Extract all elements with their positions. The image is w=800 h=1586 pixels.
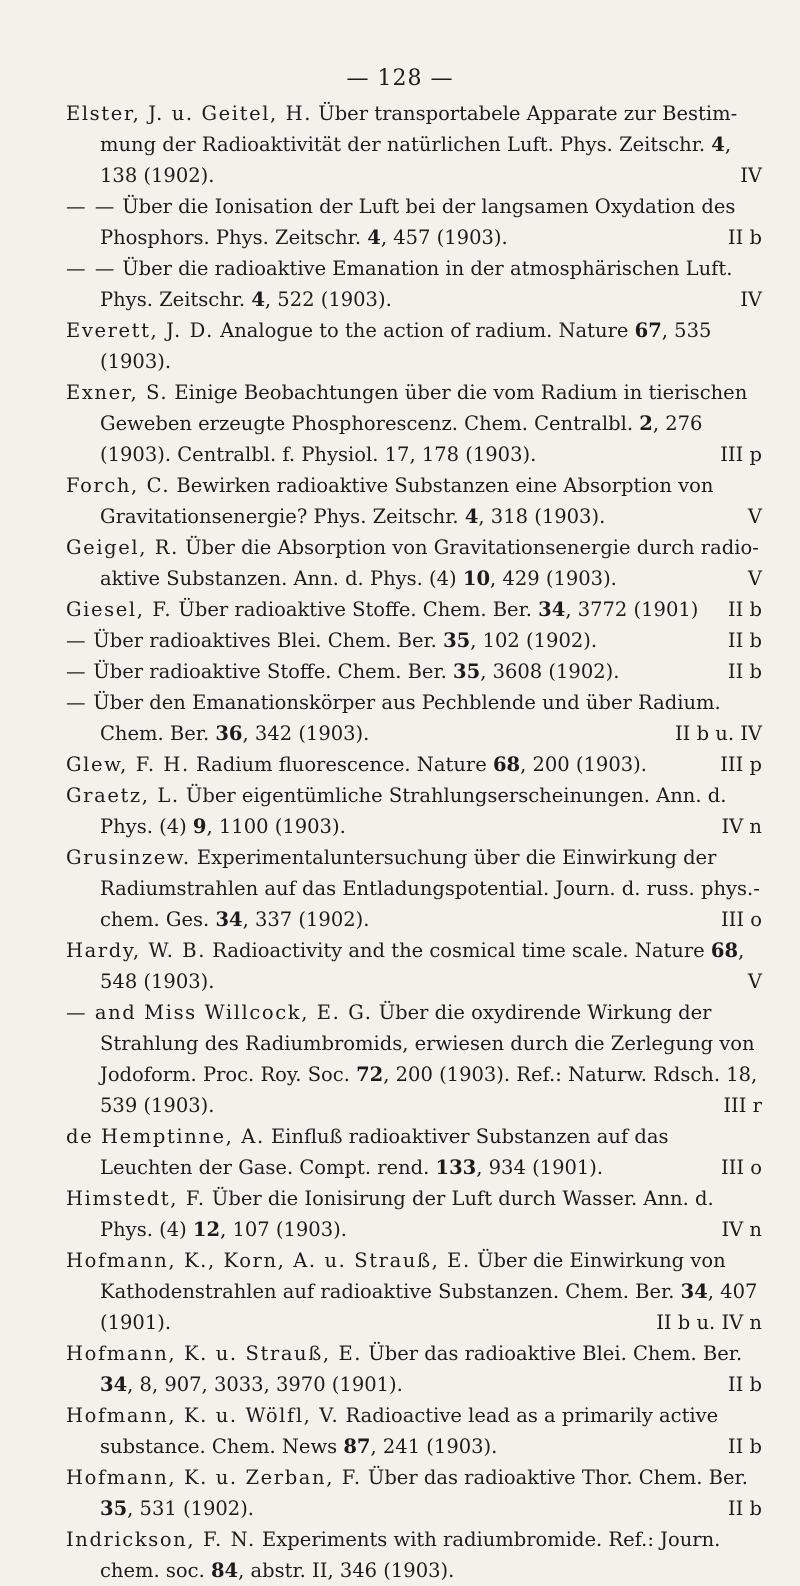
entry-title: Experimentaluntersuchung über die Einwirkung der Radiumstrahlen auf das Entladungspotential. Journ. d. russ. phys.-chem. Ges.: [100, 846, 760, 931]
entry-author: de Hemptinne, A.: [66, 1125, 265, 1148]
entry-volume: 36: [215, 722, 243, 745]
bibliography-entry: [66, 625, 762, 656]
bibliography-entry: [66, 656, 762, 687]
entry-title: Radioactivity and the cosmical time scale. Nature: [206, 939, 711, 962]
entry-citation-tail: , 318 (1903).: [478, 505, 606, 528]
entry-author: —: [66, 660, 88, 683]
entry-author: — —: [66, 257, 116, 280]
entry-citation-tail: , 535 (1903).: [100, 319, 712, 373]
entry-citation-tail: , 138 (1902).: [100, 133, 732, 187]
entry-citation-tail: , 934 (1901).: [476, 1156, 604, 1179]
entry-title: Über den Emanationskörper aus Pechblende und über Radium. Chem. Ber.: [87, 691, 721, 745]
entry-volume: 12: [192, 1218, 221, 1241]
entry-category-code: II b: [727, 598, 762, 621]
entry-category-code: IV n: [721, 1218, 762, 1241]
entry-author: Glew, F. H.: [66, 753, 190, 776]
bibliography-entry: [66, 532, 762, 594]
entry-title: Über radioaktive Stoffe. Chem. Ber.: [87, 660, 454, 683]
entry-category-code: IV n: [721, 815, 762, 838]
entry-citation-tail: , 102 (1902).: [470, 629, 598, 652]
entry-category-code: V: [747, 505, 762, 528]
bibliography-entry: [66, 98, 762, 191]
entry-category-code: III p: [720, 443, 762, 466]
bibliography-entry: [66, 780, 762, 842]
entry-volume: 68: [710, 939, 739, 962]
entry-category-code: V: [747, 567, 762, 590]
entry-citation-tail: , 200 (1903).: [520, 753, 647, 776]
entry-volume: 2: [639, 412, 653, 435]
bibliography-entry: [66, 1183, 762, 1245]
entry-volume: 84: [210, 1559, 239, 1582]
entry-citation-tail: , 3608 (1902).: [480, 660, 620, 683]
entry-volume: 35: [453, 660, 481, 683]
entry-author: Hardy, W. B.: [66, 939, 207, 962]
entry-title: Einfluß radioaktiver Substanzen auf das Leuchten der Gase. Compt. rend.: [100, 1125, 669, 1179]
entry-volume: 4: [464, 505, 479, 528]
entry-citation-tail: , 8, 907, 3033, 3970 (1901).: [127, 1373, 403, 1396]
entry-author: Exner, S.: [66, 381, 169, 404]
entry-citation-tail: , 241 (1903).: [370, 1435, 498, 1458]
entry-category-code: II b u. IV: [674, 722, 762, 745]
entry-citation-tail: , 107 (1903).: [220, 1218, 347, 1241]
entry-citation-tail: , 1100 (1903).: [206, 815, 346, 838]
bibliography-entry: [66, 1462, 762, 1524]
entry-citation-tail: , 337 (1902).: [242, 908, 370, 931]
entry-title: Einige Beobachtungen über die vom Radium in tierischen Geweben erzeugte Phosphorescenz. Chem. Centralbl.: [100, 381, 748, 435]
bibliography-entry: [66, 997, 762, 1121]
entry-volume: 34: [100, 1373, 128, 1396]
entry-category-code: IV: [740, 288, 762, 311]
bibliography-entry: [66, 470, 762, 532]
bibliography-entry: [66, 1400, 762, 1462]
bibliography-entry: [66, 1245, 762, 1338]
entry-category-code: II b: [727, 1435, 762, 1458]
entry-title: Über die oxydirende Wirkung der Strahlung des Radiumbromids, erwiesen durch die Zerlegung von Jodoform. Proc. Roy. Soc.: [100, 1001, 755, 1086]
entry-author: Indrickson, F. N.: [66, 1528, 256, 1551]
bibliography-entry: [66, 377, 762, 470]
entry-volume: 10: [462, 567, 491, 590]
entry-volume: 133: [435, 1156, 477, 1179]
bibliography-entry: [66, 1524, 762, 1586]
entry-volume: 34: [538, 598, 566, 621]
entry-title: Radioactive lead as a primarily active substance. Chem. News: [100, 1404, 719, 1458]
entry-title: Über eigentümliche Strahlungserscheinungen. Ann. d. Phys. (4): [100, 784, 727, 838]
entry-category-code: III o: [720, 908, 762, 931]
entry-citation-tail: , 342 (1903).: [242, 722, 370, 745]
entry-title: Über radioaktive Stoffe. Chem. Ber.: [172, 598, 539, 621]
entry-citation-tail: , 548 (1903).: [100, 939, 745, 993]
entry-citation-tail: , 200 (1903). Ref.: Naturw. Rdsch. 18, 539 (1903).: [100, 1063, 758, 1117]
entry-citation-tail: , 276 (1903). Centralbl. f. Physiol. 17, 178 (1903).: [100, 412, 703, 466]
entry-category-code: II b: [727, 660, 762, 683]
entry-author: Hofmann, K. u. Strauß, E.: [66, 1342, 363, 1365]
entry-title: Über die Ionisation der Luft bei der langsamen Oxydation des Phosphors. Phys. Zeitschr.: [100, 195, 736, 249]
bibliography-entry: [66, 687, 762, 749]
entry-citation-tail: , abstr. II, 346 (1903).: [238, 1559, 455, 1582]
entry-category-code: IV: [740, 164, 762, 187]
bibliography-entry: [66, 935, 762, 997]
entry-title: Radium fluorescence. Nature: [189, 753, 493, 776]
entry-author: — —: [66, 195, 116, 218]
entry-title: Über radioaktives Blei. Chem. Ber.: [87, 629, 444, 652]
entry-citation-tail: , 407 (1901).: [100, 1280, 758, 1334]
entry-volume: 35: [443, 629, 471, 652]
entry-title: Über transportabele Apparate zur Bestimmung der Radioaktivität der natürlichen Luft. Phys. Zeitschr.: [100, 102, 738, 156]
entry-category-code: III p: [720, 753, 762, 776]
entry-author: —: [66, 629, 88, 652]
entry-author: Geigel, R.: [66, 536, 179, 559]
entry-author: Hofmann, K. u. Zerban, F.: [66, 1466, 362, 1489]
bibliography-entry: [66, 749, 762, 780]
entry-citation-tail: , 522 (1903).: [264, 288, 392, 311]
entry-author: Forch, C.: [66, 474, 171, 497]
entry-volume: 72: [356, 1063, 384, 1086]
entry-volume: 68: [492, 753, 521, 776]
entry-citation-tail: , 3772 (1901): [565, 598, 699, 621]
entry-author: Giesel, F.: [66, 598, 173, 621]
entry-category-code: V: [747, 970, 762, 993]
entry-volume: 4: [367, 226, 381, 249]
entry-title: Über das radioaktive Thor. Chem. Ber.: [361, 1466, 748, 1489]
bibliography-entry: [66, 253, 762, 315]
entry-citation-tail: , 531 (1902).: [127, 1497, 254, 1520]
page-number: — 128 —: [346, 66, 454, 91]
entry-title: Analogue to the action of radium. Nature: [213, 319, 635, 342]
entry-title: Über die Einwirkung von Kathodenstrahlen auf radioaktive Substanzen. Chem. Ber.: [100, 1249, 726, 1303]
entry-category-code: II b: [727, 1373, 762, 1396]
entry-volume: 35: [100, 1497, 128, 1520]
entry-category-code: III r: [723, 1094, 762, 1117]
entry-volume: 4: [711, 133, 725, 156]
entry-author: Graetz, L.: [66, 784, 180, 807]
entry-category-code: II b: [727, 1497, 762, 1520]
bibliography-list: [66, 98, 762, 1586]
bibliography-entry: [66, 315, 762, 377]
entry-volume: 4: [251, 288, 265, 311]
entry-author: Everett, J. D.: [66, 319, 214, 342]
bibliography-entry: [66, 191, 762, 253]
entry-category-code: II b u. IV n: [656, 1311, 762, 1334]
entry-title: Über die Absorption von Gravitationsenergie durch radioaktive Substanzen. Ann. d. Phys. (4): [100, 536, 759, 590]
entry-volume: 67: [634, 319, 662, 342]
entry-category-code: II b: [727, 226, 762, 249]
entry-title: Bewirken radioaktive Substanzen eine Absorption von Gravitationsenergie? Phys. Zeitschr.: [100, 474, 714, 528]
bibliography-entry: [66, 1121, 762, 1183]
entry-author: Hofmann, K., Korn, A. u. Strauß, E.: [66, 1249, 471, 1272]
entry-volume: 34: [680, 1280, 708, 1303]
bibliography-entry: [66, 842, 762, 935]
entry-category-code: II b: [727, 629, 762, 652]
entry-author: —: [66, 691, 88, 714]
entry-author: — and Miss Willcock, E. G.: [66, 1001, 373, 1024]
entry-author: Himstedt, F.: [66, 1187, 206, 1210]
entry-citation-tail: , 429 (1903).: [490, 567, 617, 590]
bibliography-entry: [66, 594, 762, 625]
entry-title: Über die Ionisirung der Luft durch Wasser. Ann. d. Phys. (4): [100, 1187, 714, 1241]
entry-citation-tail: , 457 (1903).: [380, 226, 508, 249]
bibliography-entry: [66, 1338, 762, 1400]
entry-volume: 9: [192, 815, 207, 838]
entry-volume: 34: [215, 908, 243, 931]
entry-author: Hofmann, K. u. Wölfl, V.: [66, 1404, 340, 1427]
entry-author: Elster, J. u. Geitel, H.: [66, 102, 313, 125]
entry-title: Experiments with radiumbromide. Ref.: Journ. chem. soc.: [100, 1528, 721, 1582]
entry-title: Über die radioaktive Emanation in der atmosphärischen Luft. Phys. Zeitschr.: [100, 257, 733, 311]
entry-title: Über das radioaktive Blei. Chem. Ber.: [362, 1342, 743, 1365]
entry-author: Grusinzew.: [66, 846, 191, 869]
entry-volume: 87: [343, 1435, 371, 1458]
entry-category-code: III o: [720, 1156, 762, 1179]
